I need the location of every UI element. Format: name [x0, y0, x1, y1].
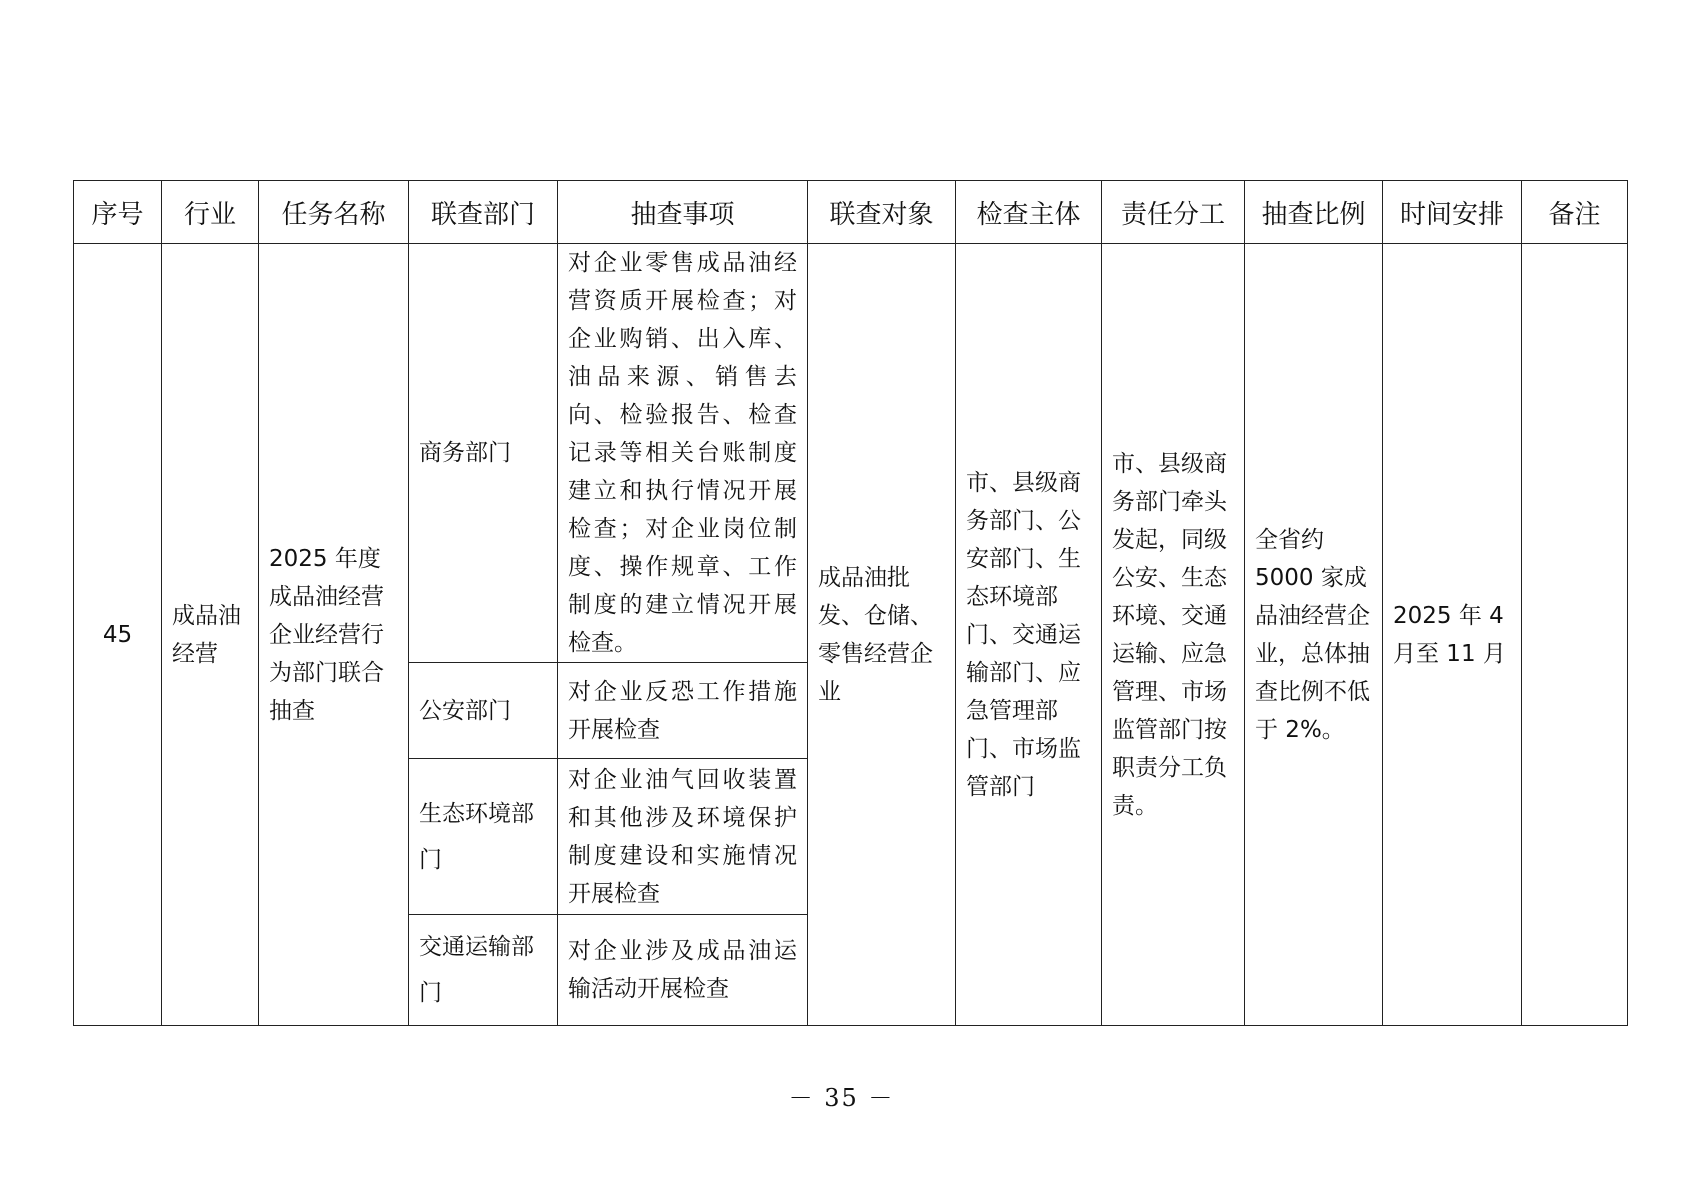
inspection-item-cell: 对企业反恐工作措施开展检查: [558, 663, 808, 759]
page-number: － 35 －: [788, 1084, 895, 1112]
department-cell: 商务部门: [409, 244, 558, 663]
inspection-table: [73, 180, 1628, 1026]
header-cell: 备注: [1522, 181, 1628, 244]
industry-cell: 成品油经营: [162, 244, 259, 1026]
header-cell: 责任分工: [1102, 181, 1245, 244]
inspection-item-cell: 对企业涉及成品油运输活动开展检查: [558, 915, 808, 1026]
department-cell: 交通运输部门: [409, 915, 558, 1026]
inspection-item-cell: 对企业零售成品油经营资质开展检查；对企业购销、出入库、油品来源、销售去向、检验报告、检查记录等相关台账制度建立和执行情况开展检查；对企业岗位制度、操作规章、工作制度的建立情况开展检查。: [558, 244, 808, 663]
header-cell: 联查对象: [808, 181, 956, 244]
header-cell: 行业: [162, 181, 259, 244]
header-cell: 抽查比例: [1245, 181, 1383, 244]
task-name-cell: 2025 年度成品油经营企业经营行为部门联合抽查: [259, 244, 409, 1026]
department-cell: 生态环境部门: [409, 759, 558, 915]
ratio-cell: 全省约 5000 家成品油经营企业，总体抽查比例不低于 2%。: [1245, 244, 1383, 1026]
header-cell: 联查部门: [409, 181, 558, 244]
header-cell: 任务名称: [259, 181, 409, 244]
inspector-cell: 市、县级商务部门、公安部门、生态环境部门、交通运输部门、应急管理部门、市场监管部门: [956, 244, 1102, 1026]
remark-cell: [1522, 244, 1628, 1026]
responsibility-cell: 市、县级商务部门牵头发起，同级公安、生态环境、交通运输、应急管理、市场监管部门按职责分工负责。: [1102, 244, 1245, 1026]
inspection-item-cell: 对企业油气回收装置和其他涉及环境保护制度建设和实施情况开展检查: [558, 759, 808, 915]
header-cell: 序号: [74, 181, 162, 244]
header-cell: 抽查事项: [558, 181, 808, 244]
department-cell: 公安部门: [409, 663, 558, 759]
row-number: 45: [74, 244, 162, 1026]
header-cell: 检查主体: [956, 181, 1102, 244]
header-row: [74, 181, 1628, 244]
table-row: [74, 244, 1628, 663]
target-cell: 成品油批发、仓储、零售经营企业: [808, 244, 956, 1026]
header-cell: 时间安排: [1383, 181, 1522, 244]
schedule-cell: 2025 年 4 月至 11 月: [1383, 244, 1522, 1026]
